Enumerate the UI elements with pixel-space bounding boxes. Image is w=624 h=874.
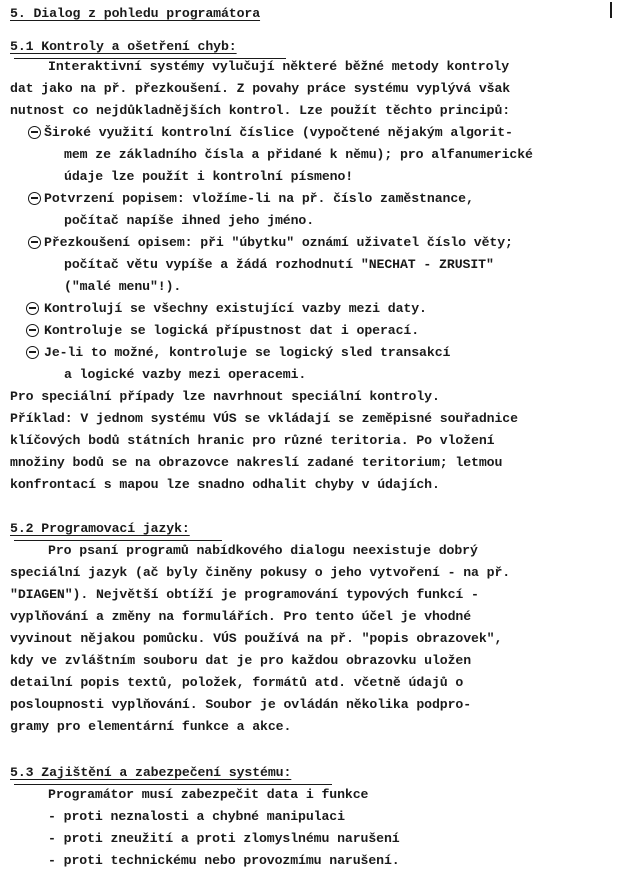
- paragraph-line: "DIAGEN"). Největší obtíží je programování typových funkcí -: [10, 587, 479, 602]
- bullet-line: ("malé menu"!).: [64, 279, 182, 294]
- section-heading-5-2: 5.2 Programovací jazyk:: [10, 521, 190, 536]
- section-heading-5-3: 5.3 Zajištění a zabezpečení systému:: [10, 765, 292, 780]
- bullet-line: Široké využití kontrolní číslice (vypočtené nějakým algorit-: [44, 125, 513, 140]
- bullet-line: počítač větu vypíše a žádá rozhodnutí "NECHAT - ZRUSIT": [64, 257, 494, 272]
- paragraph-line: Pro psaní programů nabídkového dialogu neexistuje dobrý: [48, 543, 478, 558]
- bullet-line: Potvrzení popisem: vložíme-li na př. číslo zaměstnance,: [44, 191, 474, 206]
- paragraph-line: Příklad: V jednom systému VÚS se vkládají se zeměpisné souřadnice: [10, 411, 518, 426]
- list-item: - proti neznalosti a chybné manipulaci: [48, 809, 345, 824]
- bullet-line: Kontroluje se logická přípustnost dat i operací.: [44, 323, 420, 338]
- bullet-line: Kontrolují se všechny existující vazby mezi daty.: [44, 301, 427, 316]
- paragraph-line: speciální jazyk (ač byly činěny pokusy o jeho vytvoření - na př.: [10, 565, 511, 580]
- bullet-line: a logické vazby mezi operacemi.: [64, 367, 307, 382]
- bullet-line: počítač napíše ihned jeho jméno.: [64, 213, 315, 228]
- circled-dash-bullet-icon: [26, 346, 39, 359]
- paragraph-line: detailní popis textů, položek, formátů atd. včetně údajů o: [10, 675, 464, 690]
- paragraph-line: klíčových bodů státních hranic pro různé teritoria. Po vložení: [10, 433, 495, 448]
- paragraph-line: vyvinout nějakou pomůcku. VÚS používá na př. "popis obrazovek",: [10, 631, 503, 646]
- circled-dash-bullet-icon: [28, 126, 41, 139]
- circled-dash-bullet-icon: [26, 302, 39, 315]
- paragraph-line: vyplňování a změny na formulářích. Pro tento účel je vhodné: [10, 609, 472, 624]
- bullet-line: Je-li to možné, kontroluje se logický sled transakcí: [44, 345, 451, 360]
- circled-dash-bullet-icon: [28, 236, 41, 249]
- paragraph-line: Interaktivní systémy vylučují některé běžné metody kontroly: [48, 59, 510, 74]
- paragraph-line: nutnost co nejdůkladnějších kontrol. Lze použít těchto principů:: [10, 103, 511, 118]
- paragraph-line: dat jako na př. přezkoušení. Z povahy práce systému vyplývá však: [10, 81, 511, 96]
- circled-dash-bullet-icon: [28, 192, 41, 205]
- list-item: - proti technickému nebo provozmímu narušení.: [48, 853, 400, 868]
- section-heading-5-1: 5.1 Kontroly a ošetření chyb:: [10, 39, 237, 54]
- paragraph-line: posloupnosti vyplňování. Soubor je ovládán několika podpro-: [10, 697, 472, 712]
- paragraph-line: konfrontací s mapou lze snadno odhalit chyby v údajích.: [10, 477, 440, 492]
- circled-dash-bullet-icon: [26, 324, 39, 337]
- paragraph-line: Programátor musí zabezpečit data i funkce: [48, 787, 369, 802]
- margin-mark: [610, 2, 612, 18]
- paragraph-line: kdy ve zvláštním souboru dat je pro každou obrazovku uložen: [10, 653, 472, 668]
- bullet-line: údaje lze použít i kontrolní písmeno!: [64, 169, 354, 184]
- bullet-line: mem ze základního čísla a přidané k němu); pro alfanumerické: [64, 147, 533, 162]
- bullet-line: Přezkoušení opisem: při "úbytku" oznámí uživatel číslo věty;: [44, 235, 513, 250]
- paragraph-line: Pro speciální případy lze navrhnout speciální kontroly.: [10, 389, 440, 404]
- paragraph-line: množiny bodů se na obrazovce nakreslí zadané teritorium; letmou: [10, 455, 503, 470]
- list-item: - proti zneužití a proti zlomyslnému narušení: [48, 831, 400, 846]
- paragraph-line: gramy pro elementární funkce a akce.: [10, 719, 292, 734]
- chapter-title: 5. Dialog z pohledu programátora: [10, 6, 261, 21]
